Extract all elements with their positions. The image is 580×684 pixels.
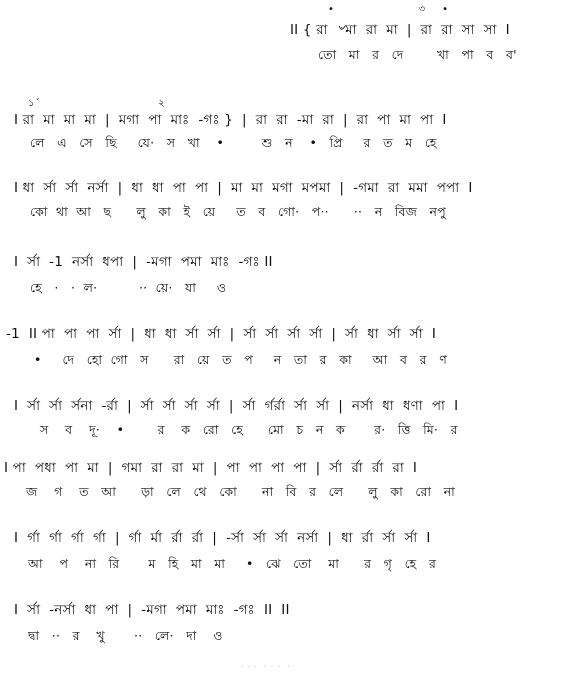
stanza-3-lyrics: হে · · ল· ·· য়ে· যা ও (30, 280, 227, 295)
stanza-7-notation: I র্গা র্গা র্গা র্গা | র্গা র্মা র্রা র্রা | -র্সা র্সা র্সা নর্সা | ধা র্রা র্সা র্সা I (14, 530, 431, 546)
stanza-1-marks: ১´ ২ (28, 98, 165, 109)
stanza-4-lyrics: • দে হো গো স রা য়ে ত প ন তা র কা আ ব র ণ (34, 352, 448, 367)
header-lyrics: তো মা র দে খা পা ব ব' (318, 47, 517, 62)
stanza-1-lyrics: লে এ সে ছি যে· স খা • শু ন • প্রি র ত ম হে (30, 135, 437, 150)
stanza-7-lyrics: আ প না রি ম হি মা মা • ঝে তো মা র গৃ হে র (28, 556, 437, 571)
footer-smudge: · · · · · · · (240, 662, 291, 673)
header-marks: • ৩ • (328, 4, 449, 15)
stanza-4-notation: -1 II পা পা পা র্সা | ধা ধা র্সা র্সা | র্সা র্সা র্সা র্সা | র্সা ধা র্সা র্সা I (6, 326, 436, 342)
stanza-2-notation: I ধা র্সা র্সা নর্সা | ধা ধা পা পা | মা মা মগা মপমা | -গমা রা মমা পপা I (14, 180, 473, 196)
stanza-5-lyrics: স ব দূ· • র ক রো হে মো চ ন ক র· ত্তি মি· র (40, 422, 458, 437)
stanza-6-lyrics: জ গ ত আ ড়া লে থে কো না বি র লে লু কা রো না (26, 484, 456, 499)
header-notation: II { রা ৺মা রা মা | রা রা সা সা I (290, 22, 510, 38)
stanza-3-notation: I র্সা -1 নর্সা ধপা | -মগা পমা মাঃ -গঃ II (14, 254, 273, 270)
stanza-8-notation: I র্সা -নর্সা ধা পা | -মগা পমা মাঃ -গঃ II II (14, 602, 290, 618)
stanza-2-lyrics: কো থা আ ছ লু কা ই য়ে ত ব গো· প·· ·· ন বিজ নপু (30, 204, 446, 219)
stanza-5-notation: I র্সা র্সা র্সনা -র্রা | র্সা র্সা র্সা র্সা | র্সা র্গর্রা র্সা র্সা | নর্সা ধা ধণা পা I (14, 398, 459, 414)
stanza-1-notation: I রা মা মা মা | মগা পা মাঃ -গঃ } | রা রা -মা রা | রা পা মা পা I (14, 112, 447, 128)
stanza-6-notation: I পা পধা পা মা | গমা রা রা মা | পা পা পা পা | র্সা র্রা র্রা রা I (4, 460, 418, 476)
stanza-8-lyrics: দ্বা ·· র খু ·· লে· দা ও (28, 628, 223, 643)
